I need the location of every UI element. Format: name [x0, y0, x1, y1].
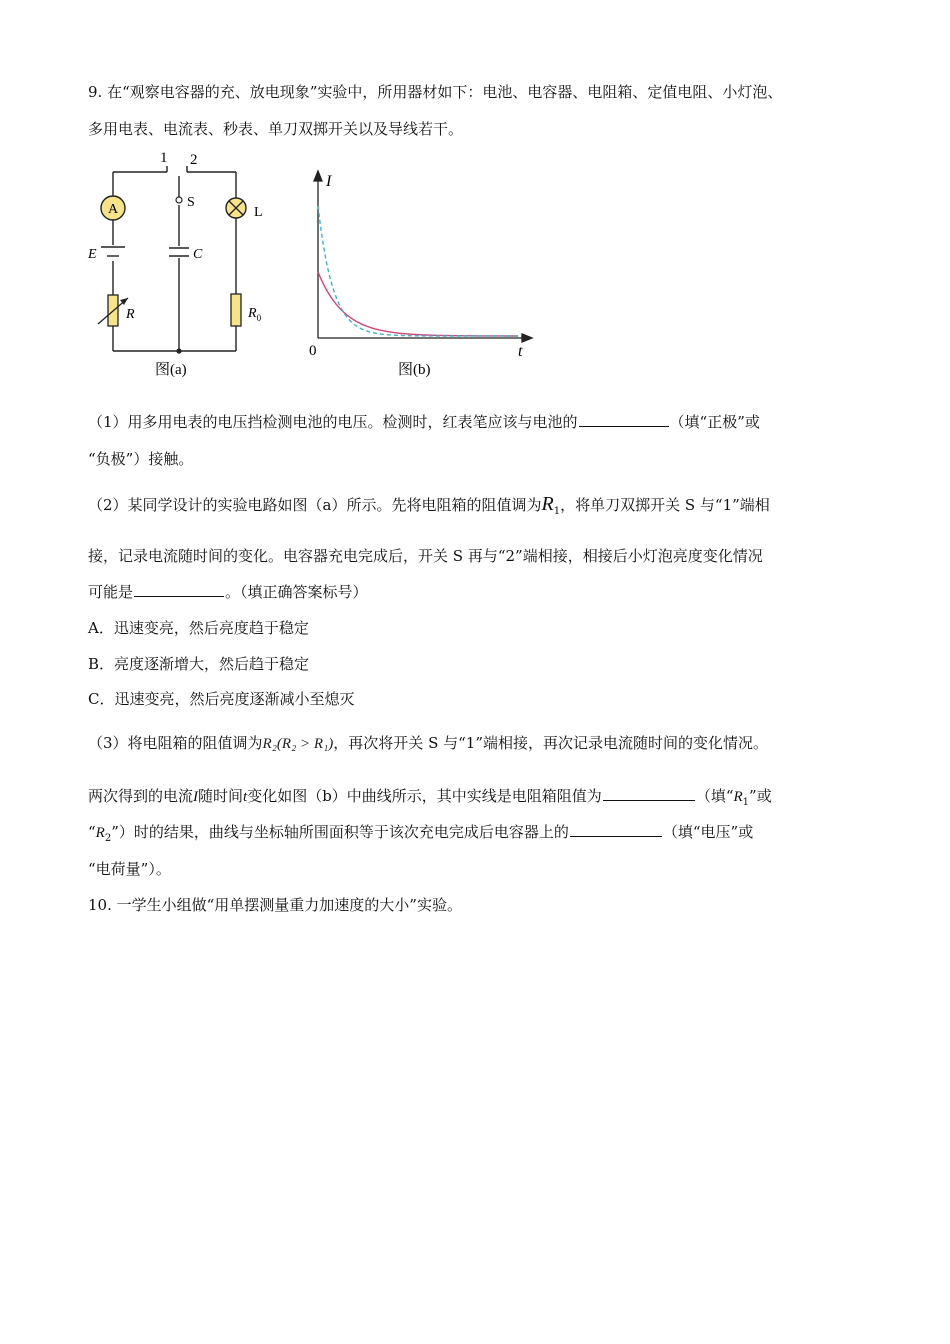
q9-part2-line3: 可能是 。（填正确答案标号）	[88, 583, 368, 601]
answer-blank-3[interactable]	[603, 786, 695, 801]
q9-part2-line1: （2）某同学设计的实验电路如图（a）所示。先将电阻箱的阻值调为$R_1$，将单刀双掷开关 S 与“1”端相	[88, 493, 770, 517]
answer-blank-4[interactable]	[570, 822, 662, 837]
lamp-label: L	[254, 205, 263, 220]
svg-text:R0	[247, 306, 262, 323]
figure-a-caption: 图(a)	[155, 362, 187, 378]
q10-intro: 10. 一学生小组做“用单摆测量重力加速度的大小”实验。	[88, 896, 462, 914]
figure-b-caption: 图(b)	[398, 362, 431, 378]
y-axis-label: I	[326, 173, 332, 190]
q9-part3-line2: 两次得到的电流I随时间t变化如图（b）中曲线所示，其中实线是电阻箱阻值为 （填“$R_1$”或	[88, 787, 772, 808]
option-b: B．亮度逐渐增大，然后趋于稳定	[88, 655, 310, 673]
solid-curve	[318, 272, 518, 336]
answer-blank-2[interactable]	[134, 582, 224, 597]
q9-intro-line2: 多用电表、电流表、秒表、单刀双掷开关以及导线若干。	[88, 120, 464, 138]
rheostat-label: R	[126, 307, 135, 322]
q9-part2-line2: 接，记录电流随时间的变化。电容器充电完成后，开关 S 再与“2”端相接，相接后小灯泡亮度变化情况	[88, 547, 763, 565]
r2-condition-math: R₂(R₂ > R₁)	[262, 736, 334, 752]
q9-part1-line2: “负极”）接触。	[88, 450, 194, 468]
resistor-icon	[231, 294, 241, 326]
terminal-2-label: 2	[190, 152, 198, 168]
origin-label: 0	[309, 343, 317, 359]
option-c: C．迅速变亮，然后亮度逐渐减小至熄灭	[88, 690, 355, 708]
rheostat-icon	[98, 295, 128, 326]
q9-intro-line1: 9. 在“观察电容器的充、放电现象”实验中，所用器材如下：电池、电容器、电阻箱、定值电阻、小灯泡、	[88, 83, 783, 101]
q9-part1-line1: （1）用多用电表的电压挡检测电池的电压。检测时，红表笔应该与电池的 （填“正极”或	[88, 413, 760, 431]
terminal-1-label: 1	[160, 150, 168, 166]
ammeter-label: A	[107, 202, 119, 217]
q9-part3-line1: （3）将电阻箱的阻值调为R₂(R₂ > R₁)，再次将开关 S 与“1”端相接，再次记录电流随时间的变化情况。	[88, 734, 768, 752]
q9-part3-line3: “$R_2$”）时的结果，曲线与坐标轴所围面积等于该次充电完成后电容器上的 （填“电压”或	[88, 823, 754, 844]
switch-label: S	[187, 195, 195, 210]
option-a: A．迅速变亮，然后亮度趋于稳定	[88, 619, 309, 637]
q9-part3-line4: “电荷量”）。	[88, 860, 171, 878]
resistor-sub: 0	[256, 313, 262, 323]
capacitor-label: C	[193, 247, 203, 262]
battery-label: E	[88, 247, 97, 262]
figure-b-graph	[300, 168, 540, 382]
figure-a-circuit	[84, 148, 284, 384]
answer-blank-1[interactable]	[579, 412, 669, 427]
resistor-label: R	[248, 306, 257, 321]
lamp-icon	[226, 198, 246, 218]
x-axis-label: t	[518, 343, 523, 360]
